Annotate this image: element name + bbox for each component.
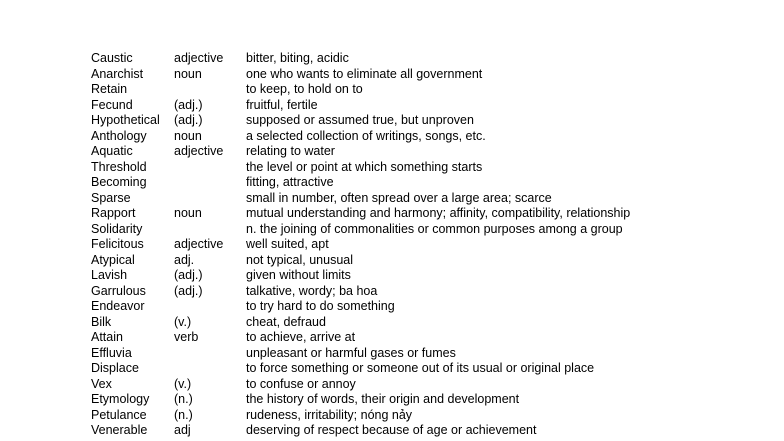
vocab-row (91, 237, 771, 253)
vocab-term: Felicitous (91, 237, 144, 251)
vocab-row (91, 346, 771, 362)
vocab-definition: to keep, to hold on to (246, 82, 363, 96)
vocab-term: Hypothetical (91, 113, 160, 127)
vocab-part-of-speech (174, 160, 246, 176)
vocab-row (91, 191, 771, 207)
vocab-row (91, 82, 771, 98)
vocab-row (91, 113, 771, 129)
vocab-row (91, 423, 771, 439)
vocab-part-of-speech: adjective (174, 144, 224, 158)
vocab-definition: to confuse or annoy (246, 376, 356, 391)
vocab-term: Solidarity (91, 221, 143, 236)
vocab-term: Bilk (91, 314, 112, 329)
vocab-part-of-speech: adjective (174, 51, 224, 65)
vocab-row (91, 330, 771, 346)
vocab-definition: small in number, often spread over a large area; scarce (246, 190, 552, 205)
vocab-term: Rapport (91, 206, 136, 220)
vocab-definition: unpleasant or harmful gases or fumes (246, 345, 456, 360)
vocabulary-list (91, 51, 771, 439)
vocab-row (91, 253, 771, 269)
vocab-part-of-speech: (v.) (174, 376, 192, 391)
vocab-part-of-speech: adj. (174, 252, 195, 267)
vocab-term: Effluvia (91, 345, 132, 360)
vocab-part-of-speech: (v.) (174, 314, 192, 329)
vocab-definition: a selected collection of writings, songs, etc. (246, 128, 486, 143)
vocab-term: Displace (91, 361, 139, 375)
vocab-part-of-speech (174, 222, 246, 238)
vocab-definition: mutual understanding and harmony; affinity, compatibility, relationship (246, 206, 631, 220)
vocab-part-of-speech: adjective (174, 237, 224, 251)
vocab-term: Caustic (91, 51, 133, 65)
vocab-definition: supposed or assumed true, but unproven (246, 113, 474, 127)
vocab-term: Petulance (91, 407, 147, 422)
vocab-definition: the history of words, their origin and development (246, 392, 520, 406)
vocab-part-of-speech (174, 346, 246, 362)
vocab-term: Endeavor (91, 299, 145, 313)
vocab-row (91, 392, 771, 408)
vocab-definition: bitter, biting, acidic (246, 51, 349, 65)
vocab-row (91, 361, 771, 377)
vocab-row (91, 299, 771, 315)
vocab-part-of-speech (174, 82, 246, 98)
vocab-term: Threshold (91, 159, 147, 174)
vocab-definition: to try hard to do something (246, 299, 395, 313)
vocab-part-of-speech: noun (174, 66, 202, 81)
vocab-row (91, 268, 771, 284)
vocab-definition: n. the joining of commonalities or common purposes among a group (246, 221, 623, 236)
vocab-definition: cheat, defraud (246, 314, 326, 329)
vocab-row (91, 67, 771, 83)
vocab-definition: fruitful, fertile (246, 97, 318, 112)
vocab-row (91, 206, 771, 222)
vocab-term: Retain (91, 82, 128, 96)
vocab-part-of-speech (174, 175, 246, 191)
vocab-term: Fecund (91, 97, 133, 112)
vocab-term: Vex (91, 376, 112, 391)
vocab-definition: well suited, apt (246, 237, 329, 251)
vocab-term: Anarchist (91, 66, 144, 81)
vocab-part-of-speech: (adj.) (174, 283, 203, 298)
vocab-definition: to force something or someone out of its usual or original place (246, 361, 595, 375)
vocab-term: Garrulous (91, 283, 146, 298)
vocab-definition: rudeness, irritability; nóng nảy (246, 407, 413, 422)
vocab-part-of-speech: (n.) (174, 407, 193, 422)
vocab-part-of-speech (174, 191, 246, 207)
vocab-term: Sparse (91, 190, 131, 205)
vocab-row (91, 222, 771, 238)
vocab-part-of-speech (174, 299, 246, 315)
vocab-row (91, 98, 771, 114)
vocab-part-of-speech: (adj.) (174, 97, 203, 112)
vocab-row (91, 175, 771, 191)
vocab-term: Lavish (91, 268, 128, 282)
vocab-row (91, 129, 771, 145)
vocab-term: Anthology (91, 128, 147, 143)
vocab-row (91, 408, 771, 424)
vocab-definition: talkative, wordy; ba hoa (246, 283, 378, 298)
vocab-row (91, 51, 771, 67)
vocab-term: Etymology (91, 392, 150, 406)
vocab-part-of-speech (174, 361, 246, 377)
vocab-definition: not typical, unusual (246, 252, 354, 267)
vocab-part-of-speech: (adj.) (174, 268, 203, 282)
vocab-part-of-speech: noun (174, 128, 202, 143)
vocab-definition: relating to water (246, 144, 335, 158)
vocab-definition: fitting, attractive (246, 175, 334, 189)
vocab-term: Aquatic (91, 144, 133, 158)
vocab-term: Atypical (91, 252, 135, 267)
vocab-definition: given without limits (246, 268, 351, 282)
vocab-part-of-speech: (adj.) (174, 113, 203, 127)
vocab-term: Becoming (91, 175, 147, 189)
vocab-part-of-speech: (n.) (174, 392, 193, 406)
vocab-row (91, 315, 771, 331)
vocab-row (91, 160, 771, 176)
vocab-part-of-speech: verb (174, 330, 199, 344)
vocab-row (91, 144, 771, 160)
vocab-definition: the level or point at which something starts (246, 159, 483, 174)
vocab-definition: one who wants to eliminate all government (246, 66, 483, 81)
vocab-row (91, 284, 771, 300)
vocab-part-of-speech: noun (174, 206, 202, 220)
vocab-term: Attain (91, 330, 123, 344)
vocab-row (91, 377, 771, 393)
vocab-term: Venerable (91, 423, 148, 437)
vocab-definition: deserving of respect because of age or achievement (246, 423, 537, 437)
vocab-definition: to achieve, arrive at (246, 330, 356, 344)
vocab-part-of-speech: adj (174, 423, 191, 437)
